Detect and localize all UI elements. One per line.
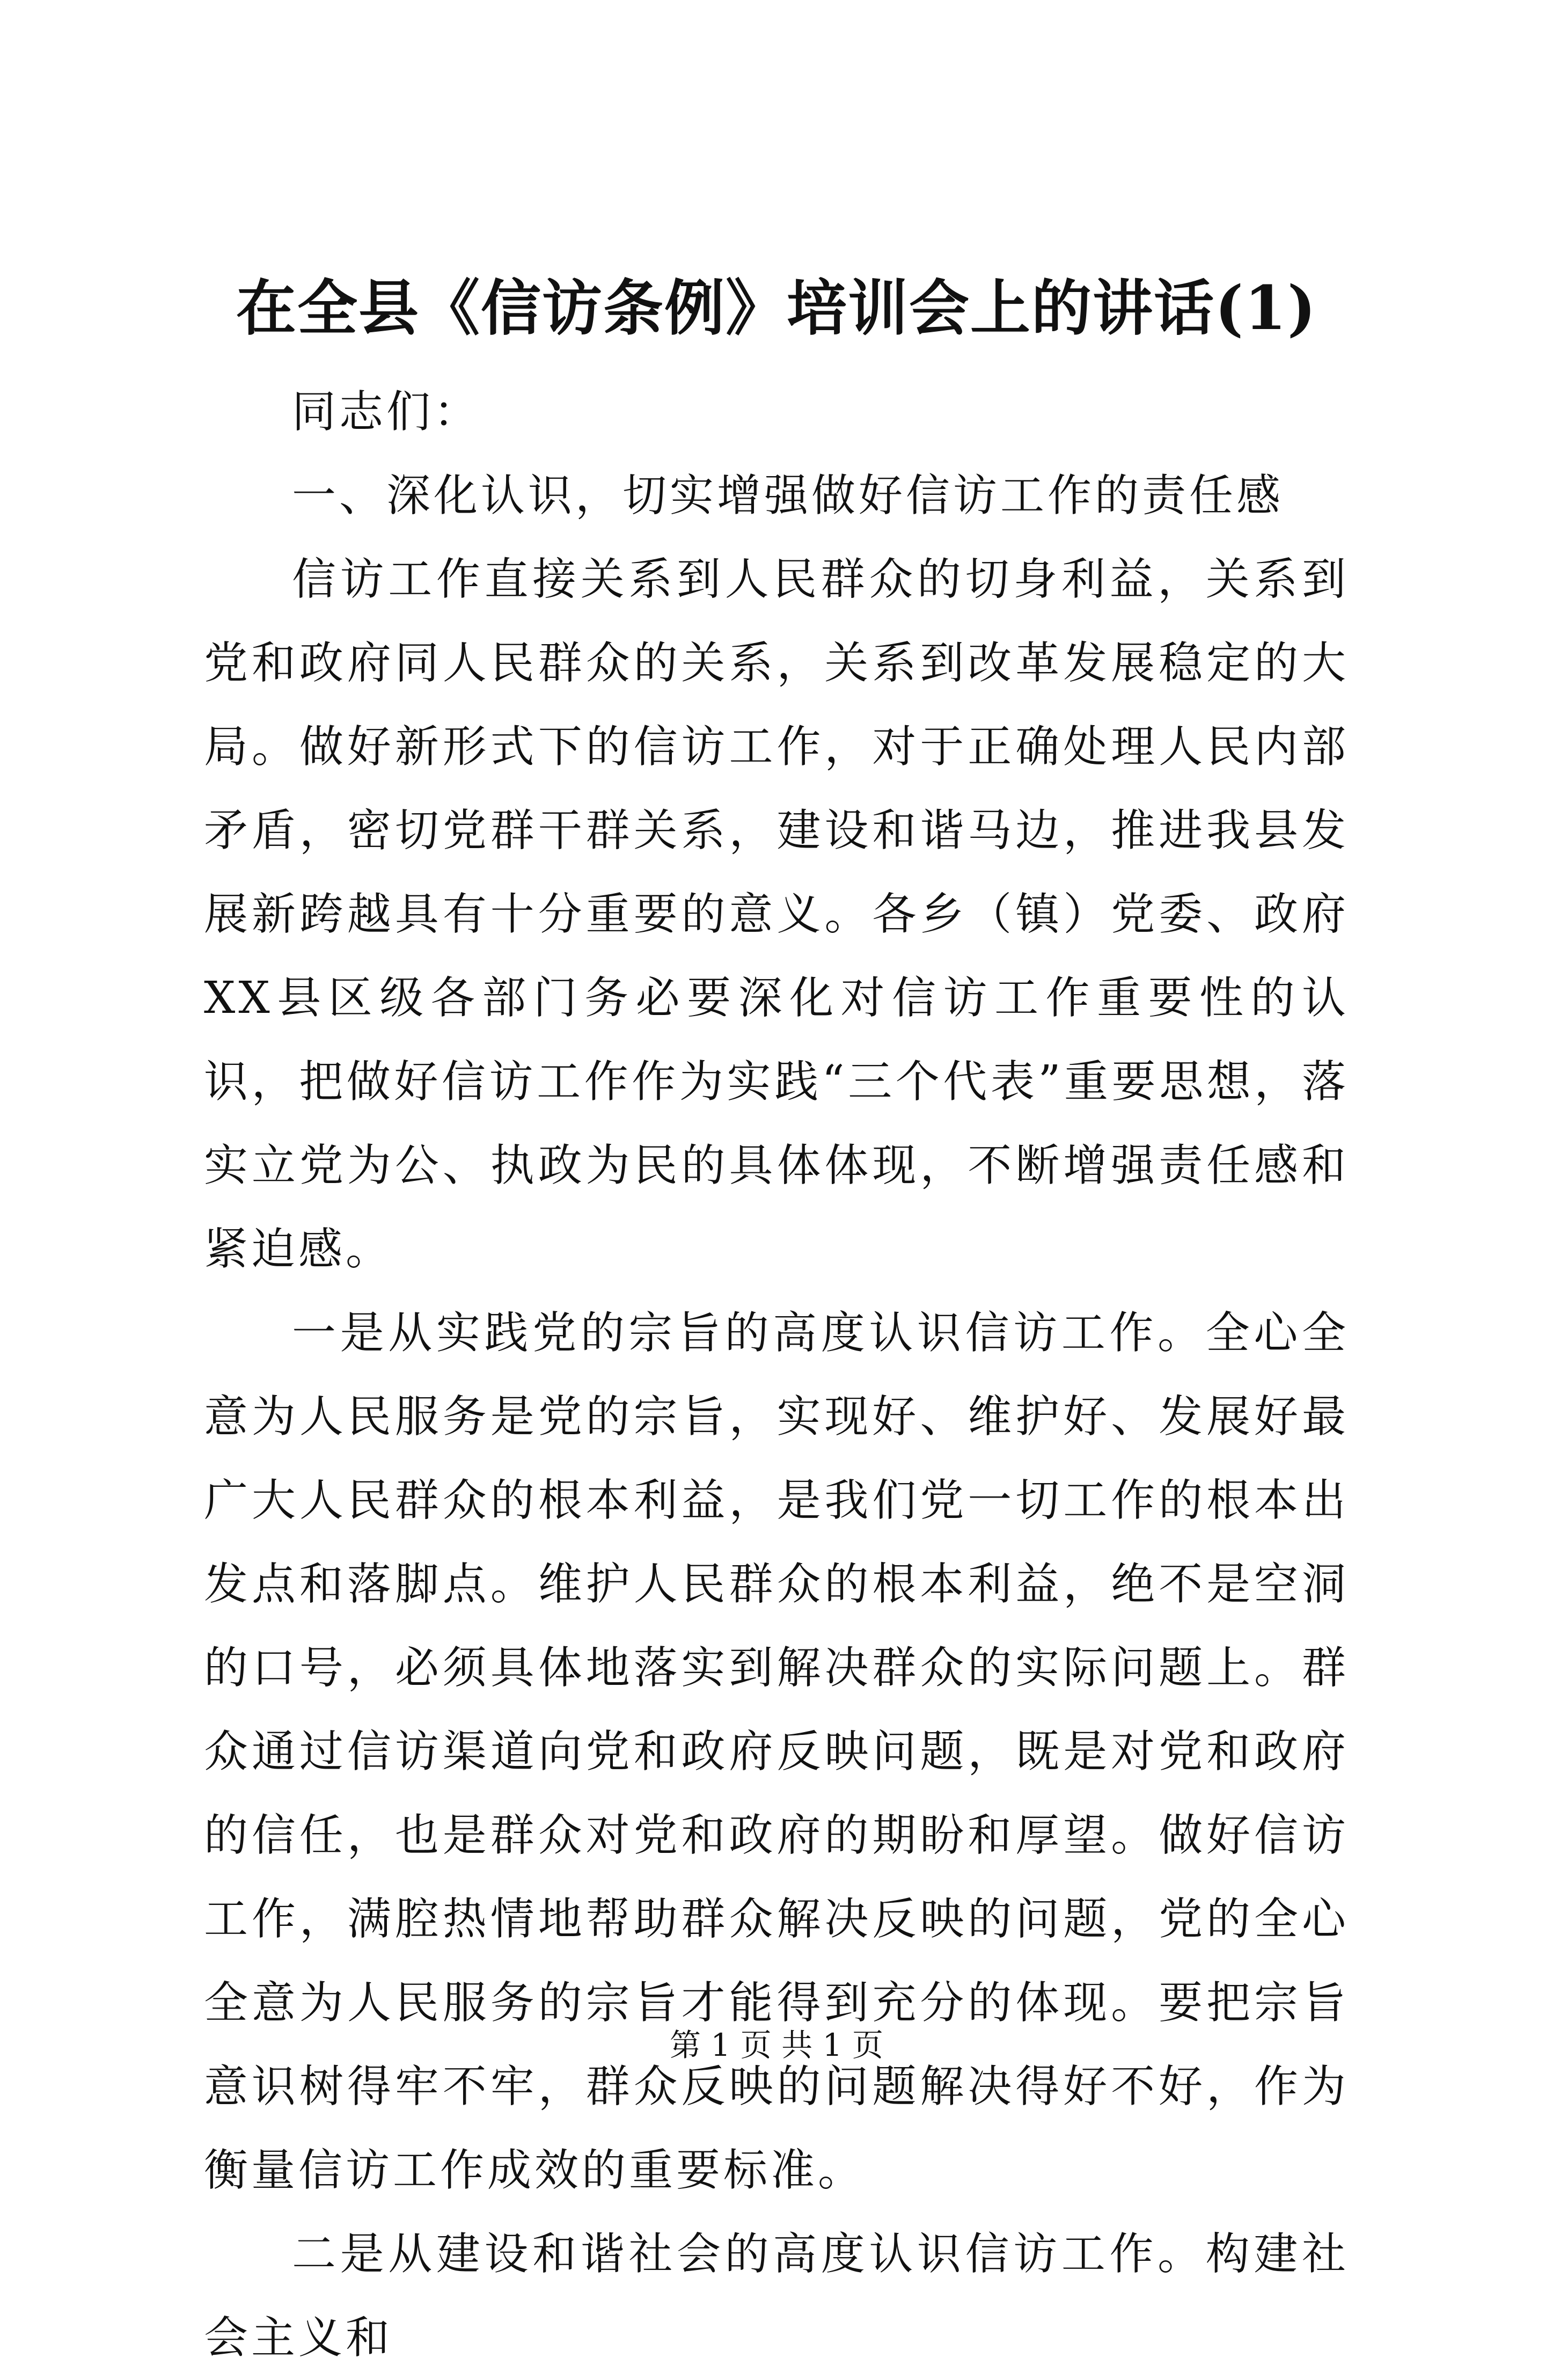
page-number-footer: 第 1 页 共 1 页 xyxy=(670,2027,883,2063)
document-title: 在全县《信访条例》培训会上的讲话(1) xyxy=(236,273,1317,344)
body-paragraph: 二是从建设和谐社会的高度认识信访工作。构建社会主义和 xyxy=(204,2229,1349,2363)
greeting: 同志们： xyxy=(292,386,481,437)
body-paragraph: 信访工作直接关系到人民群众的切身利益，关系到党和政府同人民群众的关系，关系到改革发展稳定的大局。做好新形式下的信访工作，对于正确处理人民内部矛盾，密切党群干群关系，建设和谐马边，推进我县发展新跨越具有十分重要的意义。各乡（镇）党委、政府XX县区级各部门务必要深化对信访工作重要性的认识，把做好信访工作作为实践“三个代表”重要思想，落实立党为公、执政为民的具体体现，不断增强责任感和紧迫感。 xyxy=(204,554,1349,1275)
document-body xyxy=(204,370,1349,2380)
body-paragraph: 一是从实践党的宗旨的高度认识信访工作。全心全意为人民服务是党的宗旨，实现好、维护好、发展好最广大人民群众的根本利益，是我们党一切工作的根本出发点和落脚点。维护人民群众的根本利益，绝不是空洞的口号，必须具体地落实到解决群众的实际问题上。群众通过信访渠道向党和政府反映问题，既是对党和政府的信任，也是群众对党和政府的期盼和厚望。做好信访工作，满腔热情地帮助群众解决反映的问题，党的全心全意为人民服务的宗旨才能得到充分的体现。要把宗旨意识树得牢不牢，群众反映的问题解决得好不好，作为衡量信访工作成效的重要标准。 xyxy=(204,1308,1349,2196)
section-heading: 一、深化认识，切实增强做好信访工作的责任感 xyxy=(292,470,1284,521)
